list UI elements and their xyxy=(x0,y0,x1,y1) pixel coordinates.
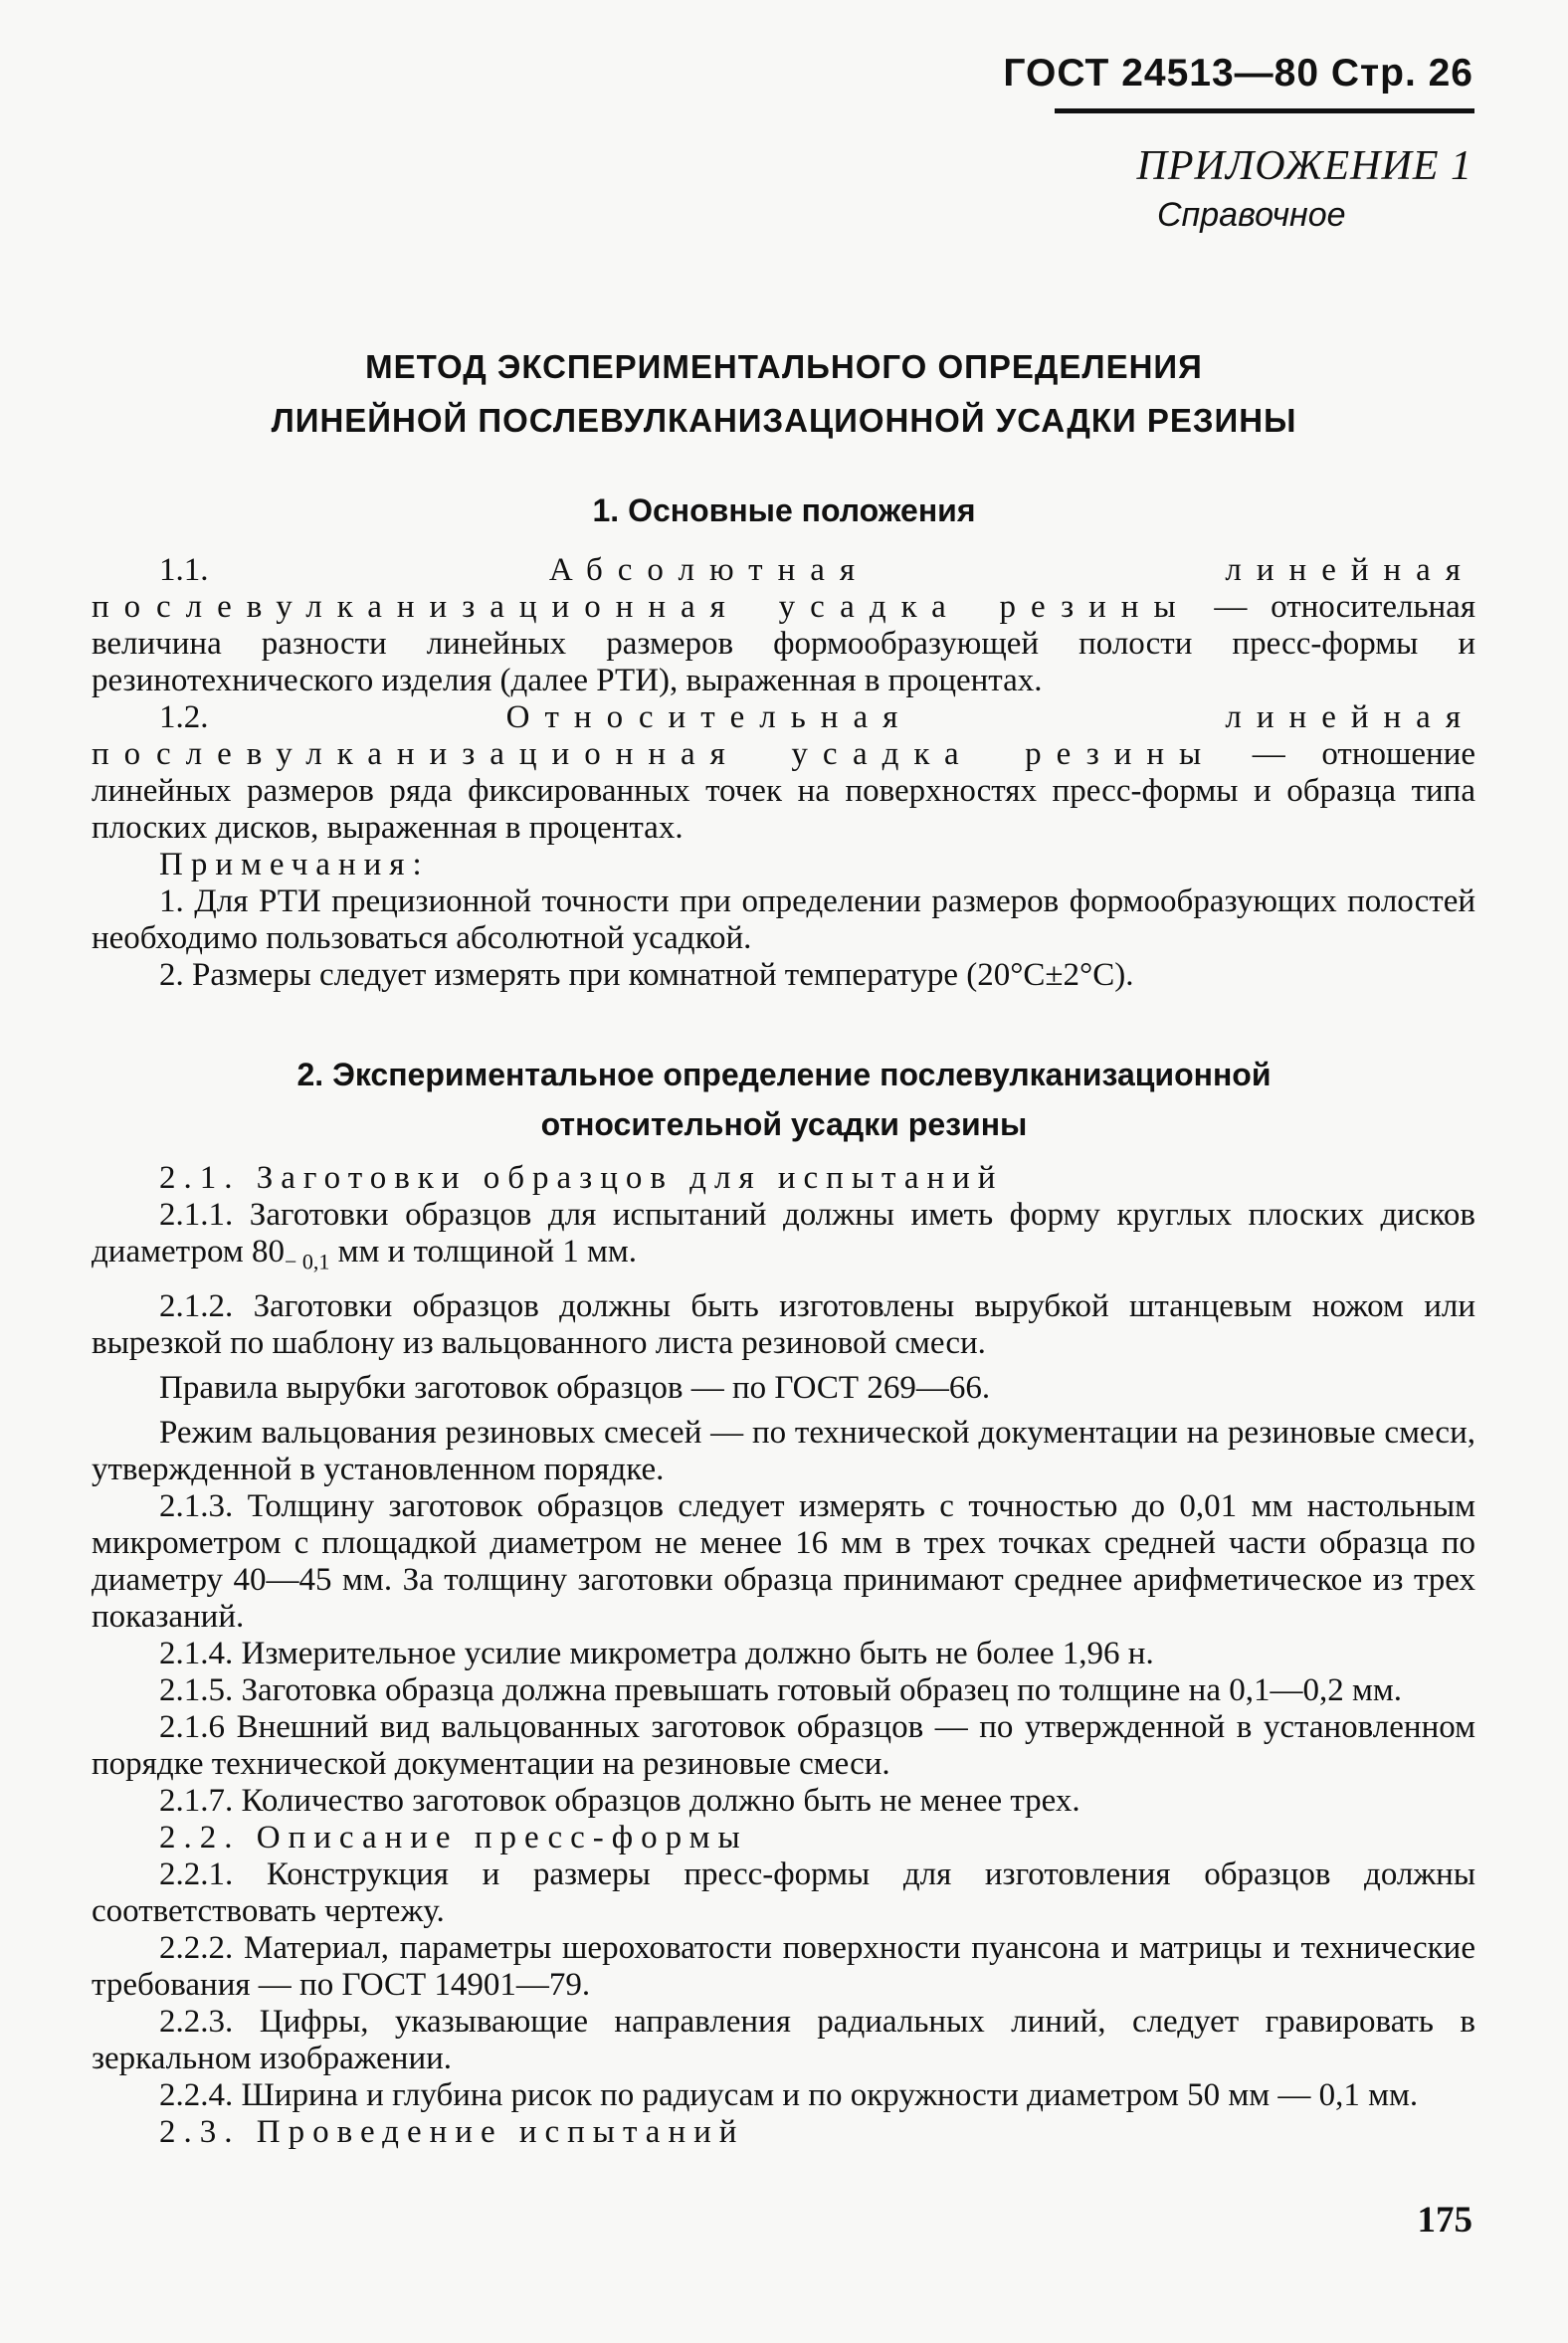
title-line-1: МЕТОД ЭКСПЕРИМЕНТАЛЬНОГО ОПРЕДЕЛЕНИЯ xyxy=(365,348,1203,385)
paragraph-1-1-text: — относительная величина разности линейных размеров формообразующей полости пресс-формы и резинотехнического изделия (далее РТИ), выраженная в процентах. xyxy=(92,589,1475,698)
section-2-body xyxy=(92,1160,1475,2151)
paragraph-2-1 xyxy=(92,1160,1475,1197)
paragraph-2-1-5: 2.1.5. Заготовка образца должна превышать готовый образец по толщине на 0,1—0,2 мм. xyxy=(159,1671,1402,1708)
note-1: 1. Для РТИ прецизионной точности при определении размеров формообразующих полостей необходимо пользоваться абсолютной усадкой. xyxy=(92,883,1475,956)
paragraph-2-1-1-tail: мм и толщиной 1 мм. xyxy=(329,1234,637,1269)
paragraph-2-1-7: 2.1.7. Количество заготовок образцов должно быть не менее трех. xyxy=(159,1782,1080,1819)
paragraph-2-2 xyxy=(92,1820,1475,1856)
paragraph-2-1-2: 2.1.2. Заготовки образцов должны быть изготовлены вырубкой штанцевым ножом или вырезкой по шаблону из вальцованного листа резиновой смеси. xyxy=(92,1287,1475,1361)
paragraph-2-3 xyxy=(92,2114,1475,2151)
appendix-title: ПРИЛОЖЕНИЕ 1 xyxy=(1136,143,1472,189)
section-2-heading xyxy=(0,1050,1568,1149)
paragraph-2-2-3: 2.2.3. Цифры, указывающие направления радиальных линий, следует гравировать в зеркальном изображении. xyxy=(92,2003,1475,2076)
paragraph-2-1-6: 2.1.6 Внешний вид вальцованных заготовок образцов — по утвержденной в установленном порядке технической документации на резиновые смеси. xyxy=(92,1708,1475,1782)
document-title xyxy=(0,340,1568,448)
paragraph-1-2-text: — отношение линейных размеров ряда фиксированных точек на поверхностях пресс-формы и образца типа плоских дисков, выраженная в процентах. xyxy=(92,736,1476,846)
paragraph-2-3-text: 2.3. Проведение испытаний xyxy=(159,2113,745,2150)
paragraph-2-1-3: 2.1.3. Толщину заготовок образцов следует измерять с точностью до 0,01 мм настольным микрометром с площадкой диаметром не менее 16 мм в трех точках средней части образца по диаметру 40—45 мм. За толщину заготовки образца принимают среднее арифметическое из трех показаний. xyxy=(92,1487,1475,1635)
paragraph-2-2-text: 2.2. Описание пресс-формы xyxy=(159,1819,748,1855)
paragraph-1-1-term: Абсолютная линейная послевулканизационная усадка резины xyxy=(92,552,1475,625)
section-1-body xyxy=(92,552,1475,994)
section-1-heading-text: 1. Основные положения xyxy=(592,492,976,528)
paragraph-2-1-4: 2.1.4. Измерительное усилие микрометра должно быть не более 1,96 н. xyxy=(159,1635,1154,1671)
notes-label-text: Примечания: xyxy=(159,847,430,882)
paragraph-2-1-2-mode: Режим вальцования резиновых смесей — по технической документации на резиновые смеси, утвержденной в установленном порядке. xyxy=(92,1414,1475,1487)
paragraph-2-1-1 xyxy=(92,1197,1475,1280)
appendix-type: Справочное xyxy=(1157,196,1346,234)
paragraph-2-1-2-rule: Правила вырубки заготовок образцов — по ГОСТ 269—66. xyxy=(159,1369,991,1406)
title-line-2: ЛИНЕЙНОЙ ПОСЛЕВУЛКАНИЗАЦИОННОЙ УСАДКИ РЕЗИНЫ xyxy=(271,402,1297,439)
running-head: ГОСТ 24513—80 Стр. 26 xyxy=(1003,52,1473,95)
paragraph-2-2-4: 2.2.4. Ширина и глубина рисок по радиусам и по окружности диаметром 50 мм — 0,1 мм. xyxy=(159,2076,1419,2113)
paragraph-1-2-term: Относительная линейная послевулканизационная усадка резины xyxy=(92,699,1475,772)
paragraph-1-2 xyxy=(92,699,1475,847)
section-1-heading xyxy=(0,486,1568,535)
header-rule xyxy=(1055,108,1474,113)
note-2: 2. Размеры следует измерять при комнатной температуре (20°С±2°С). xyxy=(159,957,1134,993)
tolerance-subscript: − 0,1 xyxy=(284,1249,330,1274)
section-2-heading-line-1: 2. Экспериментальное определение послевулканизационной xyxy=(296,1057,1272,1092)
paragraph-2-2-2: 2.2.2. Материал, параметры шероховатости поверхности пуансона и матрицы и технические требования — по ГОСТ 14901—79. xyxy=(92,1929,1475,2003)
paragraph-2-2-1: 2.2.1. Конструкция и размеры пресс-формы для изготовления образцов должны соответствовать чертежу. xyxy=(92,1855,1475,1929)
paragraph-2-1-text: 2.1. Заготовки образцов для испытаний xyxy=(159,1160,1004,1196)
paragraph-1-1 xyxy=(92,552,1475,699)
notes-label xyxy=(92,847,1475,883)
page-number: 175 xyxy=(1417,2200,1472,2241)
paragraph-2-1-1-text: 2.1.1. Заготовки образцов для испытаний должны иметь форму круглых плоских дисков диаметром 80 xyxy=(92,1197,1475,1269)
paragraph-1-1-number: 1.1. xyxy=(159,552,209,588)
paragraph-1-2-number: 1.2. xyxy=(159,699,209,735)
section-2-heading-line-2: относительной усадки резины xyxy=(540,1106,1028,1142)
